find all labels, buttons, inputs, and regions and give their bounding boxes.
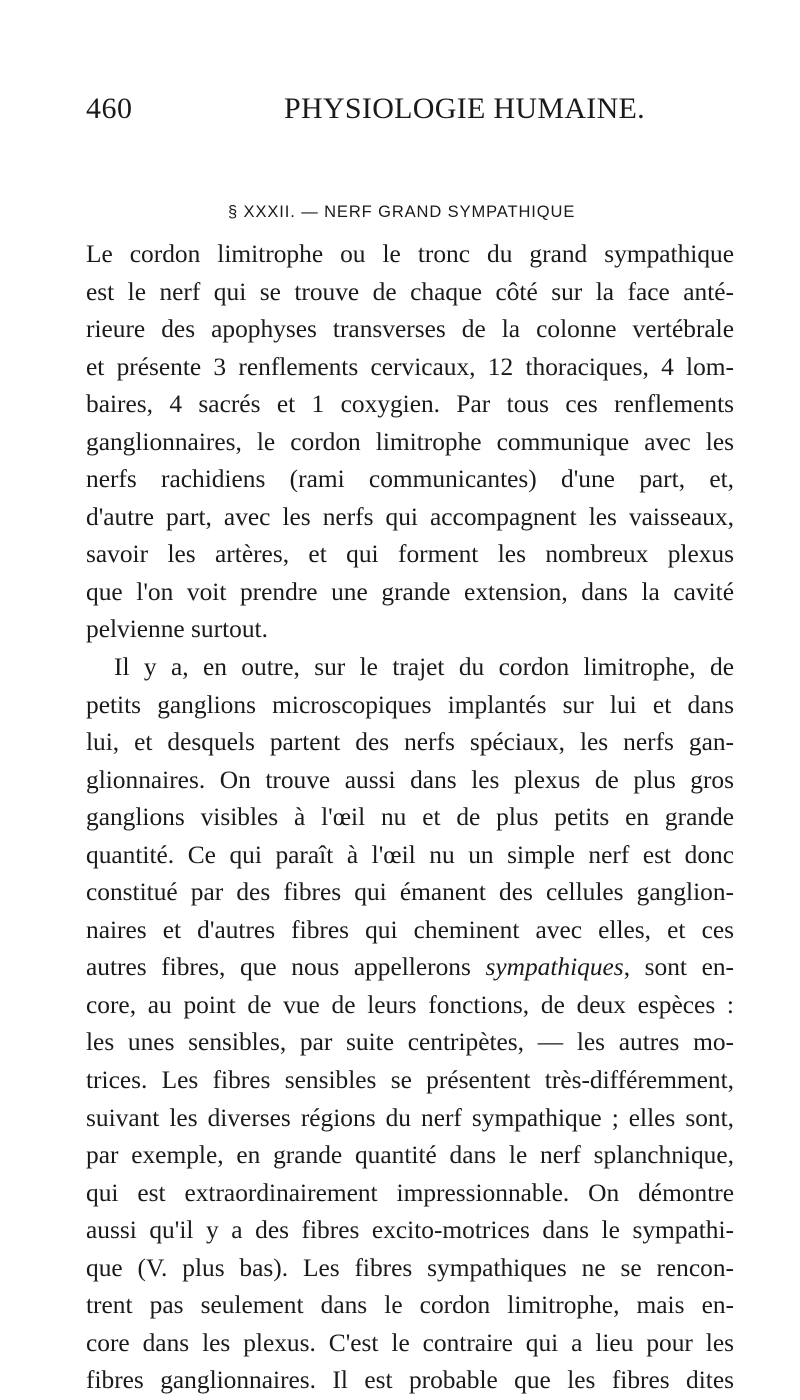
text-line: [86, 1362, 734, 1400]
text-line: [86, 912, 734, 950]
text-line: [86, 949, 734, 987]
text-segment: trices. Les fibres sensibles se présentent très-différemment,: [86, 1066, 734, 1095]
body-text: [86, 236, 734, 1400]
text-segment: quantité. Ce qui paraît à l'œil nu un simple nerf est donc: [86, 840, 734, 869]
text-line: [86, 424, 734, 462]
text-segment: ganglions visibles à l'œil nu et de plus petits en grande: [86, 803, 734, 832]
text-line: [86, 649, 734, 687]
text-line: [86, 837, 734, 875]
text-segment: suivant les diverses régions du nerf sympathique ; elles sont,: [86, 1103, 734, 1132]
text-segment: aussi qu'il y a des fibres excito-motrices dans le sympathi-: [86, 1216, 734, 1245]
text-line: [86, 574, 734, 612]
text-line: [86, 274, 734, 312]
text-segment: pelvienne surtout.: [86, 615, 268, 644]
text-line: [86, 1024, 734, 1062]
text-segment: rieure des apophyses transverses de la colonne vertébrale: [86, 315, 734, 344]
text-line: [86, 799, 734, 837]
text-segment: baires, 4 sacrés et 1 coxygien. Par tous ces renflements: [86, 390, 734, 419]
text-line: [86, 874, 734, 912]
text-segment: lui, et desquels partent des nerfs spéciaux, les nerfs gan-: [86, 728, 734, 757]
text-line: [86, 1137, 734, 1175]
running-head: [86, 92, 645, 126]
text-line: [86, 762, 734, 800]
text-segment: autres fibres, que nous appellerons: [86, 953, 486, 982]
text-line: [86, 386, 734, 424]
text-segment: petits ganglions microscopiques implantés sur lui et dans: [86, 690, 734, 719]
text-segment: est le nerf qui se trouve de chaque côté sur la face anté-: [86, 277, 734, 306]
running-title: PHYSIOLOGIE HUMAINE.: [284, 92, 645, 125]
text-line: [86, 1100, 734, 1138]
italic-term: sympathiques: [485, 953, 624, 982]
text-segment: , sont en-: [623, 953, 735, 982]
text-segment: core, au point de vue de leurs fonctions, de deux espèces :: [86, 990, 734, 1019]
page-number: 460: [86, 92, 133, 125]
text-segment: par exemple, en grande quantité dans le nerf splanchnique,: [86, 1141, 734, 1170]
text-segment: core dans les plexus. C'est le contraire qui a lieu pour les: [86, 1328, 734, 1357]
text-line: [86, 349, 734, 387]
text-line: [86, 1212, 734, 1250]
text-segment: d'autre part, avec les nerfs qui accompagnent les vaisseaux,: [86, 502, 734, 531]
text-segment: que (V. plus bas). Les fibres sympathiques ne se rencon-: [86, 1253, 734, 1282]
text-line: [86, 987, 734, 1025]
text-line: [86, 236, 734, 274]
section-heading: § XXXII. — NERF GRAND SYMPATHIQUE: [228, 203, 576, 221]
text-line: [86, 1250, 734, 1288]
text-line: [86, 1175, 734, 1213]
text-segment: glionnaires. On trouve aussi dans les plexus de plus gros: [86, 765, 734, 794]
text-line: [86, 1325, 734, 1363]
text-line: [86, 1062, 734, 1100]
text-segment: nerfs rachidiens (rami communicantes) d'une part, et,: [86, 465, 734, 494]
text-segment: savoir les artères, et qui forment les nombreux plexus: [86, 540, 734, 569]
text-line: [86, 611, 734, 649]
text-segment: constitué par des fibres qui émanent des cellules ganglion-: [86, 878, 734, 907]
text-segment: et présente 3 renflements cervicaux, 12 thoraciques, 4 lom-: [86, 352, 734, 381]
text-segment: fibres ganglionnaires. Il est probable que les fibres dites: [86, 1366, 734, 1395]
text-segment: Le cordon limitrophe ou le tronc du grand sympathique: [86, 240, 734, 268]
text-line: [86, 536, 734, 574]
text-line: [86, 1287, 734, 1325]
text-line: [86, 687, 734, 725]
text-segment: Il y a, en outre, sur le trajet du cordon limitrophe, de: [114, 653, 734, 682]
text-segment: trent pas seulement dans le cordon limitrophe, mais en-: [86, 1291, 734, 1320]
text-segment: les unes sensibles, par suite centripètes, — les autres mo-: [86, 1028, 734, 1057]
text-segment: ganglionnaires, le cordon limitrophe communique avec les: [86, 427, 734, 456]
text-line: [86, 461, 734, 499]
text-line: [86, 311, 734, 349]
text-line: [86, 724, 734, 762]
text-line: [86, 499, 734, 537]
text-segment: naires et d'autres fibres qui cheminent avec elles, et ces: [86, 915, 734, 944]
text-segment: qui est extraordinairement impressionnable. On démontre: [86, 1178, 734, 1207]
text-segment: que l'on voit prendre une grande extension, dans la cavité: [86, 577, 734, 606]
